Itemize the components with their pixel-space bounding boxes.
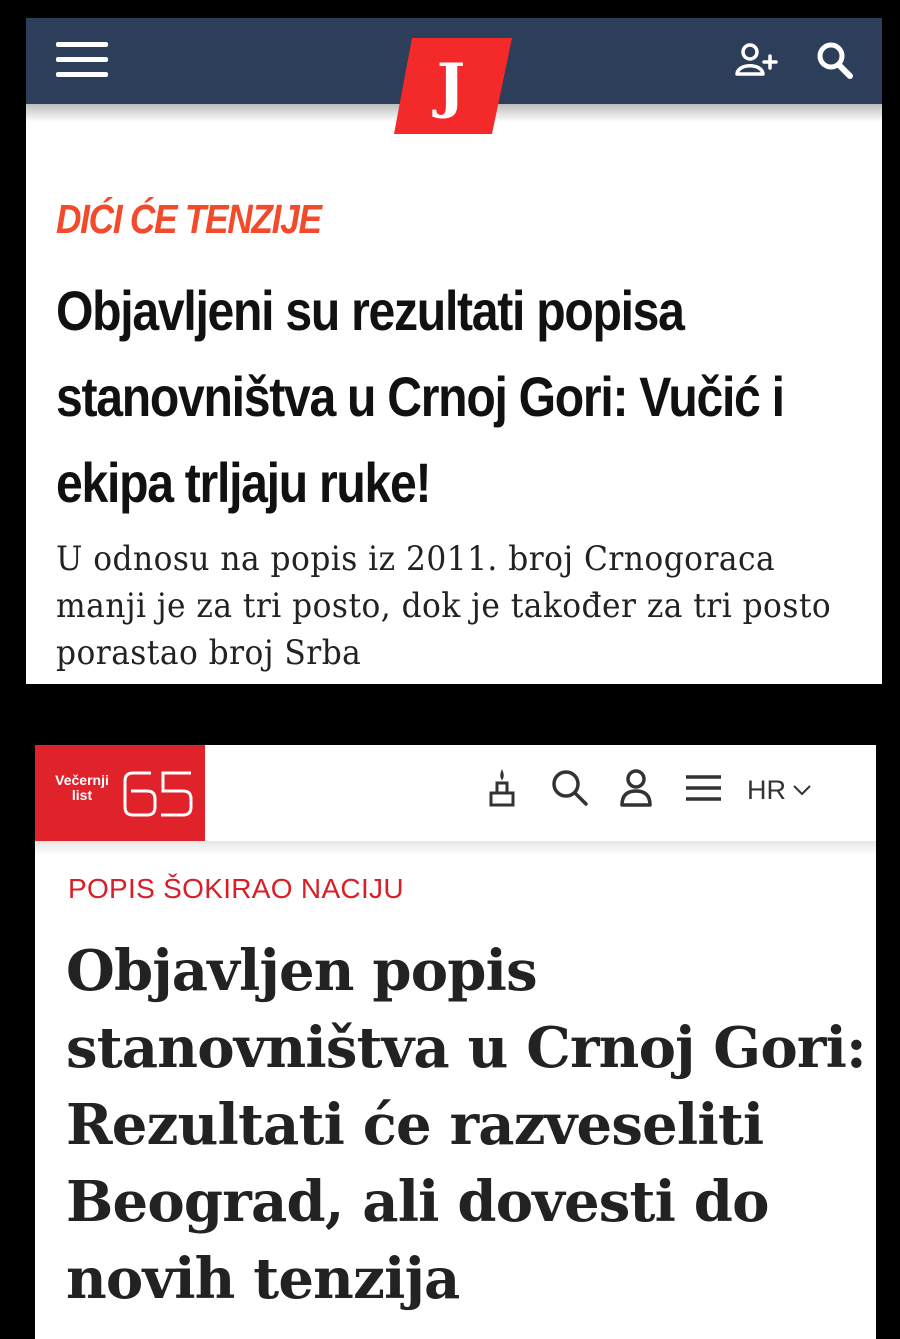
logo-text: Večernji list: [55, 772, 109, 803]
search-icon[interactable]: [547, 765, 593, 811]
chevron-down-icon: [792, 783, 812, 797]
vecernji-panel: [35, 745, 876, 1339]
add-user-icon[interactable]: [734, 38, 780, 84]
article-title[interactable]: Objavljeni su rezultati popisa stanovništva u Crnoj Gori: Vučić i ekipa trljaju ruke!: [56, 279, 784, 514]
menu-icon[interactable]: [681, 765, 727, 811]
logo-number-65: [121, 769, 195, 819]
article-kicker: DIĆI ĆE TENZIJE: [56, 196, 321, 242]
article-lead: U odnosu na popis iz 2011. broj Crnogoraca manji je za tri posto, dok je također za tri posto porastao broj Srba: [56, 539, 832, 673]
candle-icon[interactable]: [481, 765, 527, 811]
language-selector[interactable]: [747, 770, 812, 810]
header-shadow: [35, 841, 876, 855]
language-label: HR: [747, 774, 786, 805]
article-kicker: POPIS ŠOKIRAO NACIJU: [68, 873, 404, 904]
site-logo[interactable]: [35, 745, 205, 841]
user-icon[interactable]: [615, 765, 661, 811]
jutarnji-panel: [26, 18, 882, 684]
logo-letter: J: [436, 51, 466, 121]
search-icon[interactable]: [812, 38, 858, 84]
site-logo[interactable]: [394, 38, 512, 134]
hamburger-menu-icon[interactable]: [56, 40, 108, 80]
article-title[interactable]: Objavljen popis stanovništva u Crnoj Gori: Rezultati će razveseliti Beograd, ali dovesti do novih tenzija: [66, 938, 866, 1312]
